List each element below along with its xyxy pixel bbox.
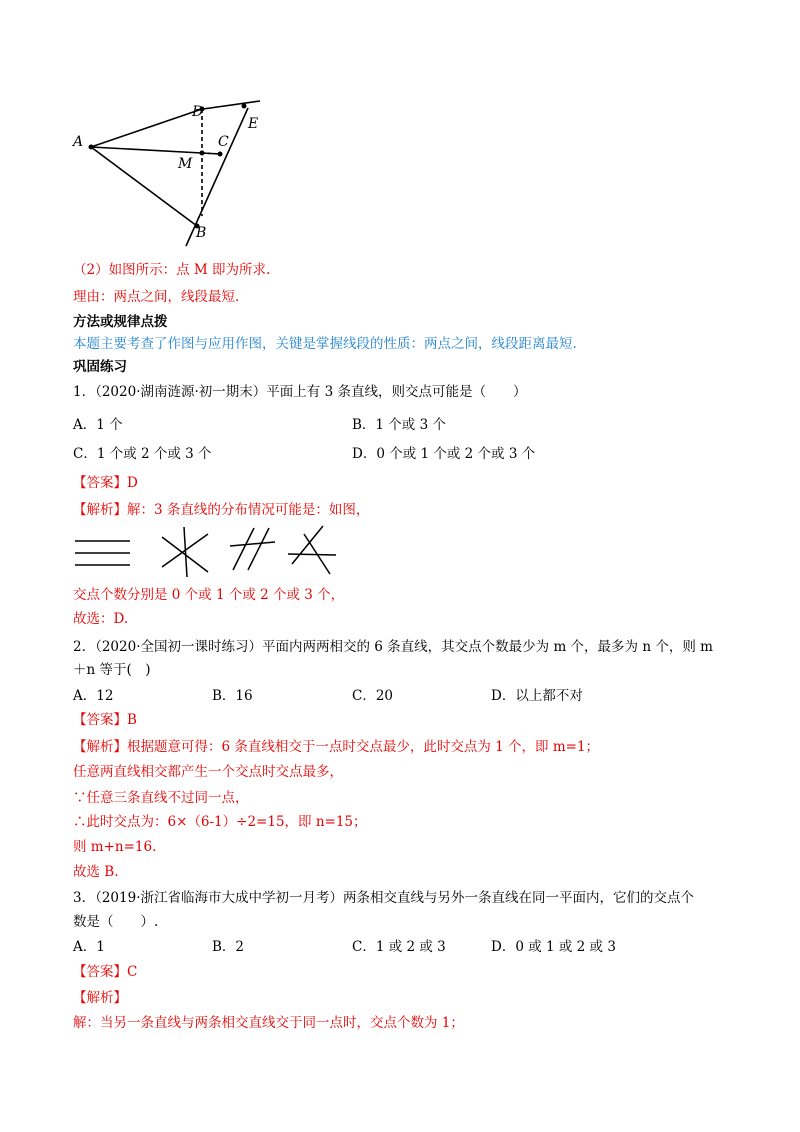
method-heading: 方法或规律点拨 — [73, 314, 168, 330]
q2-analysis-6: 故选 B. — [73, 864, 119, 880]
label-C: C — [218, 134, 229, 150]
q3-stem-line1: 3．（2019·浙江省临海市大成中学初一月考）两条相交直线与另外一条直线在同一平面内，它们的交点个 — [73, 890, 694, 906]
q2-option-b: B．16 — [212, 688, 253, 704]
q3-option-b: B．2 — [212, 939, 245, 955]
concurrent-line-3 — [184, 527, 187, 577]
q2-analysis-4: ∴此时交点为：6×（6-1）÷2=15，即 n=15； — [73, 814, 367, 830]
transversal-line — [230, 542, 275, 546]
triangle-line-1 — [292, 526, 323, 564]
lines-arrangement-figure — [70, 522, 350, 582]
label-E: E — [248, 116, 259, 132]
q1-option-b: B．1 个或 3 个 — [352, 417, 446, 433]
point-E — [242, 104, 247, 109]
q2-option-a: A．12 — [73, 688, 114, 704]
q2-analysis-2: 任意两直线相交都产生一个交点时交点最多， — [73, 764, 343, 780]
line-DE — [196, 101, 260, 110]
label-B: B — [196, 225, 207, 241]
q1-answer: 【答案】D — [73, 475, 138, 491]
q2-option-d: D．以上都不对 — [491, 688, 583, 704]
q2-analysis-3: ∵任意三条直线不过同一点， — [73, 790, 249, 806]
q3-analysis-label: 【解析】 — [73, 990, 127, 1006]
label-A: A — [73, 134, 84, 150]
q2-analysis-1: 【解析】根据题意可得：6 条直线相交于一点时交点最少，此时交点为 1 个，即 m=1； — [73, 739, 600, 755]
q3-option-c: C．1 或 2 或 3 — [352, 939, 446, 955]
q2-stem-line2: ＋n 等于( ) — [73, 662, 151, 678]
practice-heading: 巩固练习 — [73, 359, 127, 375]
q2-analysis-5: 则 m+n=16. — [73, 839, 157, 855]
label-D: D — [192, 104, 204, 120]
q3-answer: 【答案】C — [73, 964, 138, 980]
q1-result: 交点个数分别是 0 个或 1 个或 2 个或 3 个， — [73, 587, 345, 603]
q1-option-a: A．1 个 — [73, 417, 123, 433]
solution-part2: （2）如图所示：点 M 即为所求. — [73, 262, 271, 278]
q1-option-d: D．0 个或 1 个或 2 个或 3 个 — [352, 446, 536, 462]
method-text: 本题主要考查了作图与应用作图，关键是掌握线段的性质：两点之间，线段距离最短. — [73, 336, 577, 352]
q2-answer: 【答案】B — [73, 712, 137, 728]
triangle-line-3 — [288, 554, 336, 555]
point-A — [89, 145, 94, 150]
q3-stem-line2: 数是（ ）. — [73, 914, 159, 930]
q1-analysis: 【解析】解：3 条直线的分布情况可能是：如图， — [73, 502, 370, 518]
solution-reason: 理由：两点之间，线段最短. — [73, 289, 240, 305]
q3-analysis-text: 解：当另一条直线与两条相交直线交于同一点时，交点个数为 1； — [73, 1015, 464, 1031]
q2-option-c: C．20 — [352, 688, 394, 704]
q2-stem-line1: 2．（2020·全国初一课时练习）平面内两两相交的 6 条直线，其交点个数最少为 m 个，最多为 n 个，则 m — [73, 639, 713, 655]
q3-option-a: A．1 — [73, 939, 105, 955]
q1-conclusion: 故选：D. — [73, 611, 129, 627]
point-C — [218, 152, 223, 157]
geometry-figure — [68, 96, 268, 256]
q3-option-d: D．0 或 1 或 2 或 3 — [491, 939, 616, 955]
point-M — [200, 151, 205, 156]
q1-option-c: C．1 个或 2 个或 3 个 — [73, 446, 212, 462]
label-M: M — [178, 156, 193, 172]
q1-stem: 1．（2020·湖南涟源·初一期末）平面上有 3 条直线，则交点可能是（ ） — [73, 384, 527, 400]
segment-AD — [91, 109, 202, 147]
